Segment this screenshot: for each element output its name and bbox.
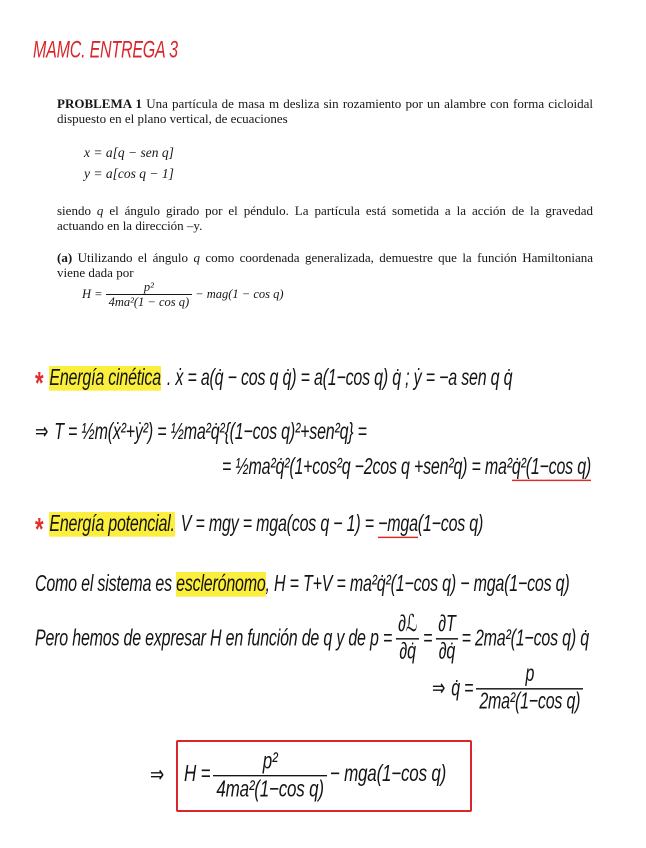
potential-energy-expression: V = mgy = mga(cos q − 1) = bbox=[180, 512, 379, 537]
part-a-label: (a) bbox=[57, 250, 73, 265]
fraction-numerator: ∂ℒ bbox=[398, 612, 418, 637]
kinetic-energy-expression: T = ½m(ẋ²+ẏ²) = ½ma²q̇²{(1−cos q)²+sen²q} = bbox=[54, 420, 367, 445]
variable-q: q bbox=[193, 250, 200, 265]
kinetic-energy-line bbox=[35, 364, 513, 401]
variable-q: q bbox=[96, 203, 104, 218]
kinetic-energy-derivation-line-2 bbox=[222, 455, 591, 481]
hamiltonian-sum-line bbox=[35, 572, 569, 598]
implies-arrow: ⇒ bbox=[35, 420, 49, 445]
fraction-numerator: ∂T bbox=[438, 612, 456, 637]
potential-energy-label: Energía potencial. bbox=[49, 512, 175, 537]
problem-intro-line-1 bbox=[57, 96, 593, 111]
equation-x: x = a[q − sen q] bbox=[84, 145, 174, 160]
final-hamiltonian-fraction bbox=[213, 748, 326, 802]
hamiltonian-formula bbox=[82, 280, 284, 310]
lagrangian-derivative-fraction bbox=[395, 612, 420, 667]
red-underlined-term: −mga bbox=[378, 512, 418, 537]
fraction-numerator: p bbox=[525, 662, 535, 687]
part-a-line-1 bbox=[57, 250, 593, 265]
implies-arrow: ⇒ bbox=[432, 676, 446, 702]
final-hamiltonian-lhs: H = bbox=[184, 760, 211, 787]
red-asterisk-bullet: * bbox=[35, 510, 44, 547]
momentum-intro: Pero hemos de expresar H en función de q y de p = bbox=[35, 626, 393, 652]
document-title: MAMC. ENTREGA 3 bbox=[33, 38, 178, 64]
problem-heading: PROBLEMA 1 bbox=[57, 96, 143, 111]
implies-arrow: ⇒ bbox=[150, 760, 165, 787]
paragraph-text: siendo bbox=[57, 203, 97, 218]
fraction-denominator: ∂q̇ bbox=[396, 639, 418, 667]
hamiltonian-lhs: H = bbox=[82, 286, 103, 301]
kinetic-derivative-fraction bbox=[435, 612, 458, 667]
red-underlined-term: q̇²(1−cos q) bbox=[511, 455, 592, 480]
problem-paragraph-2-line-2: actuando en la dirección –y. bbox=[57, 218, 203, 233]
qdot-lhs: q̇ = bbox=[451, 676, 474, 702]
problem-intro-line-2: dispuesto en el plano vertical, de ecuaciones bbox=[57, 111, 288, 126]
momentum-line bbox=[35, 612, 589, 667]
potential-energy-factor: (1−cos q) bbox=[417, 512, 484, 537]
hamiltonian-fraction bbox=[106, 280, 193, 310]
potential-energy-line bbox=[35, 510, 484, 547]
fraction-denominator: ∂q̇ bbox=[436, 639, 458, 667]
velocity-equations: . ẋ = a(q̇ − cos q q̇) = a(1−cos q) q̇ ; ẏ = −a sen q q̇ bbox=[166, 366, 513, 391]
part-a-line-2: viene dada por bbox=[57, 265, 134, 280]
hamiltonian-sum-expression: , H = T+V = ma²q̇²(1−cos q) − mga(1−cos q) bbox=[265, 572, 570, 597]
kinetic-energy-label: Energía cinética bbox=[49, 366, 161, 391]
fraction-numerator: p² bbox=[262, 748, 278, 774]
fraction-denominator: 4ma²(1 − cos q) bbox=[106, 294, 193, 309]
final-hamiltonian-potential-term: − mga(1−cos q) bbox=[329, 760, 447, 787]
qdot-line bbox=[432, 662, 586, 717]
hamiltonian-potential-term: − mag(1 − cos q) bbox=[195, 286, 284, 301]
fraction-denominator: 2ma²(1−cos q) bbox=[476, 689, 583, 717]
problem-intro-text: Una partícula de masa m desliza sin rozamiento por un alambre con forma cicloidal bbox=[146, 96, 594, 111]
scleronomic-highlight: esclerónomo bbox=[176, 572, 266, 597]
paragraph-text: el ángulo girado por el péndulo. La partícula está sometida a la acción de la gravedad bbox=[103, 203, 593, 218]
momentum-expression: = 2ma²(1−cos q) q̇ bbox=[461, 626, 589, 652]
fraction-numerator: p² bbox=[143, 280, 154, 294]
red-asterisk-bullet: * bbox=[35, 364, 44, 401]
kinetic-energy-derivation-line-1 bbox=[35, 420, 367, 446]
fraction-denominator: 4ma²(1−cos q) bbox=[213, 774, 326, 802]
equals-sign: = bbox=[423, 626, 433, 652]
kinetic-energy-simplification: = ½ma²q̇²(1+cos²q −2cos q +sen²q) = ma² bbox=[222, 455, 512, 480]
part-a-text: Utilizando el ángulo bbox=[72, 250, 194, 265]
part-a-text: como coordenada generalizada, demuestre que la función Hamiltoniana bbox=[199, 250, 593, 265]
problem-paragraph-2-line-1 bbox=[57, 203, 593, 218]
qdot-fraction bbox=[476, 662, 583, 717]
final-hamiltonian bbox=[150, 748, 446, 802]
hamiltonian-sum-intro: Como el sistema es bbox=[35, 572, 177, 597]
equation-y: y = a[cos q − 1] bbox=[84, 166, 174, 181]
